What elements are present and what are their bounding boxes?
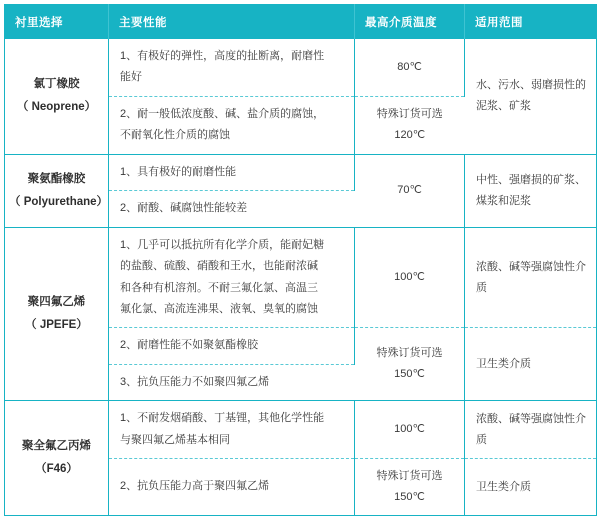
cell-application: 卫生类介质 — [465, 328, 597, 401]
table-body — [5, 39, 597, 515]
cell-lining-name: 聚全氟乙丙烯 （F46） — [5, 401, 109, 516]
table-row — [5, 39, 597, 96]
cell-temperature: 70℃ — [355, 154, 465, 227]
cell-performance: 1、不耐发烟硝酸、丁基锂，其他化学性能 与聚四氟乙烯基本相同 — [109, 401, 355, 459]
table-row — [5, 227, 597, 328]
cell-application: 浓酸、碱等强腐蚀性介 质 — [465, 401, 597, 459]
cell-performance: 3、抗负压能力不如聚四氟乙烯 — [109, 364, 355, 400]
cell-temperature: 特殊订货可选 120℃ — [355, 96, 465, 154]
lining-selection-table — [4, 4, 597, 516]
cell-performance: 2、耐一般低浓度酸、碱、盐介质的腐蚀， 不耐氧化性介质的腐蚀 — [109, 96, 355, 154]
cell-temperature: 100℃ — [355, 401, 465, 459]
cell-performance: 2、耐磨性能不如聚氨酯橡胶 — [109, 328, 355, 364]
table-header — [5, 5, 597, 40]
cell-application: 卫生类介质 — [476, 480, 531, 493]
cell-temperature: 特殊订货可选 150℃ — [355, 328, 465, 401]
cell-performance: 1、有极好的弹性，高度的扯断离，耐磨性 能好 — [109, 39, 355, 96]
column-header-lining: 衬里选择 — [5, 5, 109, 40]
column-header-application: 适用范围 — [465, 5, 597, 40]
table-row — [5, 401, 597, 459]
cell-temperature: 特殊订货可选 150℃ — [355, 459, 465, 516]
cell-performance: 2、耐酸、碱腐蚀性能较差 — [109, 191, 355, 227]
cell-lining-name: 聚四氟乙烯 （ JPEFE） — [5, 227, 109, 401]
cell-temperature: 100℃ — [355, 227, 465, 328]
cell-application: 浓酸、碱等强腐蚀性介 质 — [465, 227, 597, 328]
cell-performance: 2、抗负压能力高于聚四氟乙烯 — [109, 459, 355, 516]
cell-performance: 1、几乎可以抵抗所有化学介质，能耐妃糖 的盐酸、硫酸、硝酸和王水，也能耐浓碱 和各种有机溶剂。不耐三氟化氯、高温三 氟化氯、高流连沸果、液氧、臭氧的腐蚀 — [109, 227, 355, 328]
column-header-performance: 主要性能 — [109, 5, 355, 40]
column-header-max-temperature: 最高介质温度 — [355, 5, 465, 40]
cell-lining-name: 聚氨酯橡胶 （ Polyurethane） — [5, 154, 109, 227]
cell-temperature: 80℃ — [355, 39, 465, 96]
header-row — [5, 5, 597, 40]
table-row — [5, 154, 597, 190]
cell-performance: 1、具有极好的耐磨性能 — [109, 154, 355, 190]
cell-application: 水、污水、弱磨损性的 泥浆、矿浆 — [465, 39, 597, 154]
cell-application: 中性、强磨损的矿浆、 煤浆和泥浆 — [465, 154, 597, 227]
cell-lining-name: 氯丁橡胶 （ Neoprene） — [5, 39, 109, 154]
